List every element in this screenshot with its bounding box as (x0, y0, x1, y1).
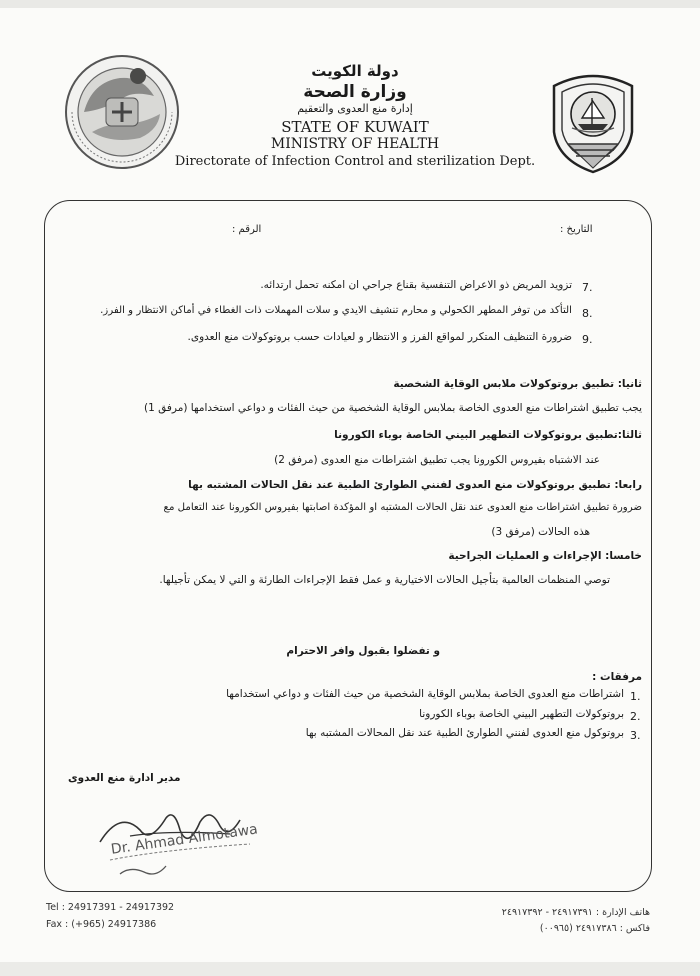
scan-edge-top (0, 0, 700, 8)
item-number: 8. (582, 307, 593, 320)
section-body-line: توصي المنظمات العالمية بتأجيل الحالات الاختيارية و عمل فقط الإجراءات الطارئة و التي لا يمكن تأجيلها. (159, 574, 610, 586)
attachment-number: 3. (630, 729, 641, 742)
attachment-item: اشتراطات منع العدوى الخاصة بملابس الوقاية الشخصية من حيث الفئات و دواعي استخدامها (226, 688, 624, 700)
attachment-number: 1. (630, 690, 641, 703)
scan-edge-bottom (0, 962, 700, 976)
section-body-line: ضرورة تطبيق اشتراطات منع العدوى عند نقل الحالات المشتبه او المؤكدة اصابتها بفيروس الكورونا عند التعامل مع (163, 502, 642, 513)
header-english-state: STATE OF KUWAIT (281, 118, 429, 136)
stamp-name: Dr. Ahmad Almotawa (110, 821, 259, 858)
section-body-line: عند الاشتباه بفيروس الكورونا يجب تطبيق اشتراطات منع العدوى (مرفق 2) (274, 454, 600, 466)
closing-line: و تفضلوا بقبول وافر الاحترام (286, 645, 440, 657)
header-arabic-directorate: إدارة منع العدوى والتعقيم (297, 102, 413, 115)
letter-body-frame (44, 200, 652, 892)
header-english-directorate: Directorate of Infection Control and sterilization Dept. (174, 154, 536, 169)
footer-telephone: Tel : 24917391 - 24917392 (46, 902, 175, 913)
reference-number-label: الرقم : (232, 224, 262, 235)
item-number: 7. (582, 281, 593, 294)
footer-fax: Fax : (+965) 24917386 (46, 919, 157, 930)
list-item: التأكد من توفر المطهر الكحولي و محارم تنشيف الايدي و سلات المهملات ذات الغطاء في أماكن الانتظار و الفرز. (100, 305, 572, 316)
section-heading: ثالثا:تطبيق بروتوكولات التطهير البيني الخاصة بوباء الكورونا (334, 429, 642, 441)
header-english-ministry: MINISTRY OF HEALTH (270, 136, 440, 152)
list-item: تزويد المريض ذو الاعراض التنفسية بقناع جراحي ان امكنه تحمل ارتدائه. (260, 279, 572, 291)
section-body-line: يجب تطبيق اشتراطات منع العدوى الخاصة بملابس الوقاية الشخصية من حيث الفئات و دواعي استخدامها (مرفق 1) (144, 402, 642, 414)
attachment-item: بروتوكولات التطهير البيني الخاصة بوباء الكورونا (419, 708, 624, 720)
section-heading: خامسا: الإجراءات و العمليات الجراحية (448, 550, 642, 562)
header-arabic-ministry: وزارة الصحة (303, 82, 407, 102)
date-label: التاريخ : (560, 224, 593, 235)
attachment-item: بروتوكول منع العدوى لفنني الطوارئ الطبية عند نقل المحالات المشتبه بها (305, 727, 624, 739)
attachment-number: 2. (630, 710, 641, 723)
section-heading: ثانيا: تطبيق بروتوكولات ملابس الوقاية الشخصية (393, 378, 642, 390)
header-arabic-state: دولة الكويت (311, 62, 399, 80)
kuwait-coat-of-arms (548, 68, 638, 176)
item-number: 9. (582, 333, 593, 346)
attachments-label: مرفقات : (592, 671, 642, 683)
section-heading: رابعا: تطبيق بروتوكولات منع العدوى لفنني الطوارئ الطبية عند نقل الحالات المشتبه بها (188, 479, 642, 491)
signatory-title: مدير ادارة منع العدوى (68, 772, 181, 784)
list-item: ضرورة التنظيف المتكرر لمواقع الفرز و الانتظار و لعيادات حسب بروتوكولات منع العدوى. (187, 331, 572, 343)
section-body-line: هذه الحالات (مرفق 3) (491, 526, 590, 538)
footer-telephone-arabic: هاتف الإدارة : ٢٤٩١٧٣٩١ - ٢٤٩١٧٣٩٢ (501, 907, 650, 918)
footer-fax-arabic: فاكس : ٢٤٩١٧٣٨٦ (٠٠٩٦٥) (539, 923, 650, 934)
